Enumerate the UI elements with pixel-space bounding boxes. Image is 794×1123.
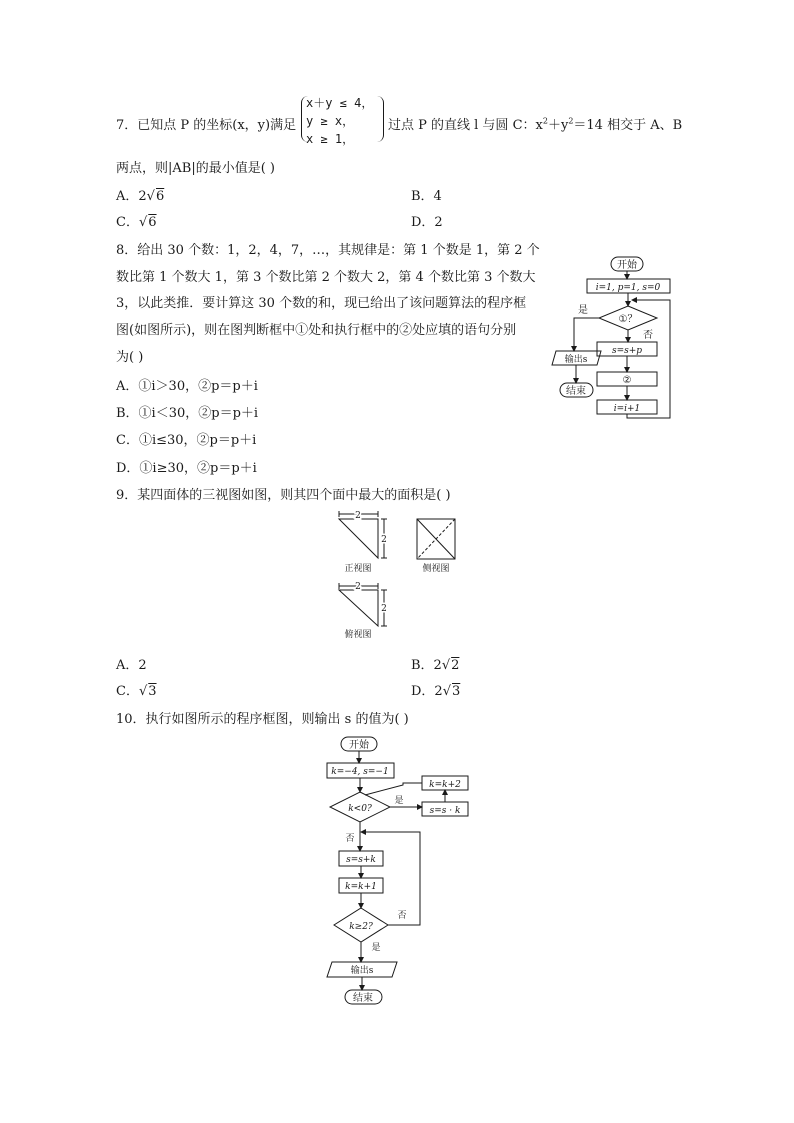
q10-flow-loop-a-label: k=k+2 — [429, 780, 461, 790]
q8-stem-line-1: 8．给出 30 个数：1，2，4，7，…，其规律是：第 1 个数是 1，第 2 个 — [116, 243, 540, 258]
q9-front-view-caption: 正视图 — [344, 564, 372, 574]
q7-system-line-1: x＋y ≤ 4， — [306, 96, 374, 110]
q7-stem-suffix: 过点 P 的直线 l 与圆 C：$x^2+y^2=14$ 相交于 A、B — [388, 116, 683, 133]
q10-stem: 10．执行如图所示的程序框图，则输出 s 的值为( ) — [116, 712, 409, 727]
q9-front-width-label: 2 — [355, 511, 361, 521]
q8-flow-end-label: 结束 — [566, 386, 586, 397]
q7-stem-line2: 两点，则|AB|的最小值是( ) — [116, 161, 275, 176]
q10-flow-step1-label: s=s+k — [346, 855, 376, 865]
q9-stem: 9．某四面体的三视图如图，则其四个面中最大的面积是( ) — [116, 488, 451, 503]
q8-flow-output-label: 输出s — [564, 355, 588, 365]
q8-flow-step1-label: s=s+p — [611, 346, 643, 356]
q8-option-d[interactable]: D．①i≥30，②p＝p＋i — [116, 461, 257, 476]
q8-flow-step2-label: ② — [622, 375, 632, 386]
q8-option-b[interactable]: B．①i＜30，②p＝p＋i — [116, 406, 259, 421]
q10-flow-cond1-label: k<0? — [348, 804, 372, 814]
q8-flow-start-label: 开始 — [617, 260, 637, 271]
q10-flow-no2-label: 否 — [397, 911, 407, 921]
q9-top-view-caption: 俯视图 — [344, 630, 372, 640]
q10-flow-start-label: 开始 — [349, 740, 369, 751]
q8-flow-no-label: 否 — [643, 330, 653, 341]
q10-flow-end-label: 结束 — [353, 993, 373, 1004]
q7-system-line-3: x ≥ 1， — [306, 132, 355, 146]
q7-option-b[interactable]: B．4 — [411, 189, 442, 204]
q8-flow-condition-label: ①？ — [618, 314, 638, 325]
q9-option-b[interactable]: B．2√2 — [411, 658, 460, 673]
q7-option-a[interactable]: A．2√6 — [116, 189, 165, 204]
q9-top-width-label: 2 — [355, 582, 361, 592]
q8-flow-yes-label: 是 — [578, 305, 588, 316]
q7-option-c[interactable]: C．√6 — [116, 215, 157, 230]
q10-flow-no1-label: 否 — [345, 834, 355, 844]
q7-stem-prefix: 7．已知点 P 的坐标(x，y)满足 — [116, 118, 297, 133]
q9-option-a[interactable]: A．2 — [116, 658, 147, 673]
q9-front-height-label: 2 — [381, 535, 387, 545]
q10-flow-yes1-label: 是 — [394, 796, 404, 806]
q8-flow-step3-label: i=i+1 — [613, 404, 641, 414]
q8-stem-line-5: 为( ) — [116, 350, 144, 365]
q9-option-d[interactable]: D．2√3 — [411, 684, 461, 699]
q7-option-d[interactable]: D．2 — [411, 215, 443, 230]
q9-option-c[interactable]: C．√3 — [116, 684, 157, 699]
q8-stem-line-3: 3，以此类推．要计算这 30 个数的和，现已给出了该问题算法的程序框 — [116, 296, 527, 311]
q8-flow-init-label: i=1, p=1, s=0 — [595, 283, 661, 293]
q10-flow-step2-label: k=k+1 — [345, 882, 377, 892]
q10-flow-loop-b-label: s=s · k — [429, 806, 461, 816]
q8-option-c[interactable]: C．①i≤30，②p＝p＋i — [116, 433, 257, 448]
q10-flow-init-label: k=−4, s=−1 — [331, 767, 389, 777]
q8-stem-line-4: 图(如图所示)，则在图判断框中①处和执行框中的②处应填的语句分别 — [116, 323, 517, 338]
q9-top-height-label: 2 — [381, 604, 387, 614]
q8-option-a[interactable]: A．①i＞30，②p＝p＋i — [116, 379, 258, 394]
q10-flow-yes2-label: 是 — [371, 943, 381, 953]
q10-flow-cond2-label: k≥2? — [349, 922, 373, 932]
q7-system-line-2: y ≥ x， — [306, 114, 355, 128]
q9-side-view-caption: 侧视图 — [422, 564, 450, 574]
q8-stem-line-2: 数比第 1 个数大 1，第 3 个数比第 2 个数大 2，第 4 个数比第 3 个数大 — [116, 270, 536, 285]
q10-flow-output-label: 输出s — [350, 966, 374, 976]
